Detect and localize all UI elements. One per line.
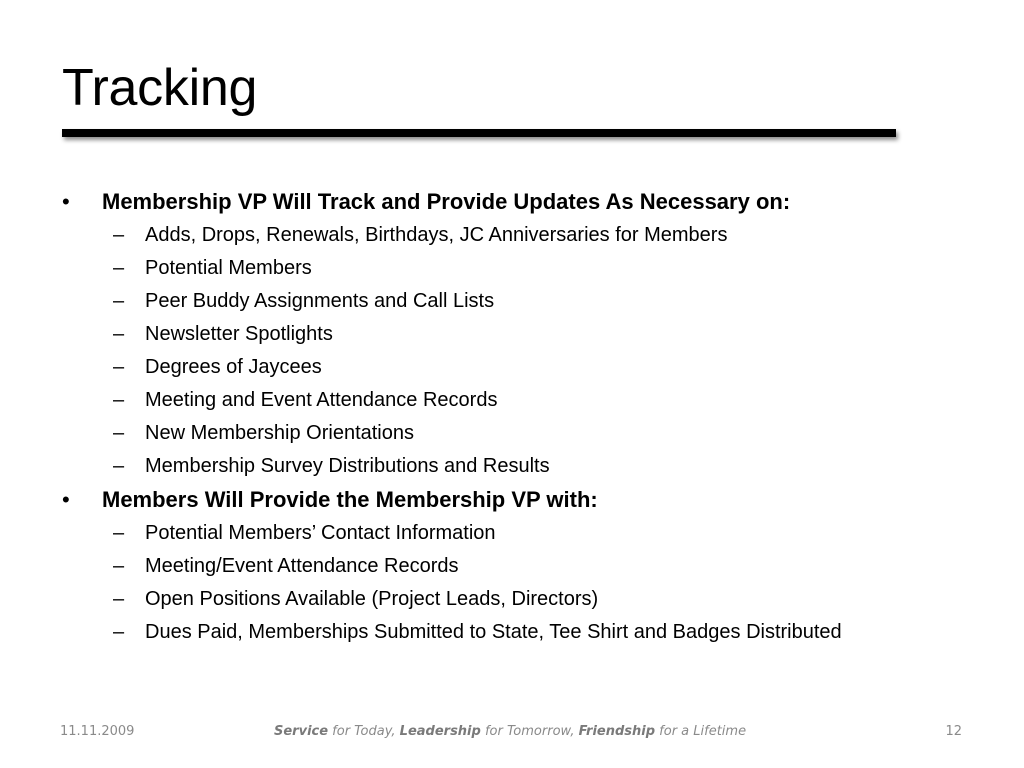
list-item (60, 351, 990, 384)
dash-icon: – (113, 555, 125, 577)
list-item (60, 550, 990, 583)
list-item-text: Meeting/Event Attendance Records (145, 555, 459, 577)
motto-text: for Today, (328, 724, 400, 739)
title-underline (62, 129, 896, 137)
list-item-text: Adds, Drops, Renewals, Birthdays, JC Anniversaries for Members (145, 224, 728, 246)
dash-icon: – (113, 522, 125, 544)
list-item-text: New Membership Orientations (145, 422, 414, 444)
list-item (60, 583, 990, 616)
bullet-heading (60, 185, 990, 219)
motto-text: for Tomorrow, (480, 724, 579, 739)
slide-title: Tracking (62, 59, 258, 117)
list-item-text: Dues Paid, Memberships Submitted to State, Tee Shirt and Badges Distributed (145, 621, 842, 643)
list-item-text: Meeting and Event Attendance Records (145, 389, 498, 411)
list-item-text: Newsletter Spotlights (145, 323, 333, 345)
bullet-icon: • (62, 487, 70, 512)
bullet-section (60, 185, 990, 483)
page-number: 12 (945, 724, 962, 739)
footer-date: 11.11.2009 (60, 724, 135, 739)
motto-word-leadership: Leadership (399, 724, 481, 739)
bullet-section (60, 483, 990, 649)
motto-word-service: Service (274, 724, 329, 739)
list-item (60, 285, 990, 318)
dash-icon: – (113, 323, 125, 345)
dash-icon: – (113, 588, 125, 610)
motto-word-friendship: Friendship (578, 724, 656, 739)
sub-list (60, 517, 990, 649)
motto-text: for a Lifetime (655, 724, 747, 739)
list-item-text: Potential Members (145, 257, 312, 279)
list-item-text: Peer Buddy Assignments and Call Lists (145, 290, 495, 312)
footer-motto (274, 724, 746, 739)
slide-body (60, 185, 990, 649)
list-item (60, 384, 990, 417)
dash-icon: – (113, 356, 125, 378)
dash-icon: – (113, 422, 125, 444)
bullet-heading-text: Members Will Provide the Membership VP with: (102, 487, 598, 512)
dash-icon: – (113, 621, 125, 643)
bullet-heading-text: Membership VP Will Track and Provide Updates As Necessary on: (102, 189, 791, 214)
dash-icon: – (113, 389, 125, 411)
bullet-heading (60, 483, 990, 517)
list-item (60, 318, 990, 351)
list-item (60, 517, 990, 550)
list-item (60, 252, 990, 285)
dash-icon: – (113, 455, 125, 477)
dash-icon: – (113, 224, 125, 246)
list-item (60, 219, 990, 252)
list-item-text: Open Positions Available (Project Leads, Directors) (145, 588, 599, 610)
list-item-text: Degrees of Jaycees (145, 356, 322, 378)
list-item (60, 417, 990, 450)
dash-icon: – (113, 290, 125, 312)
list-item-text: Membership Survey Distributions and Results (145, 455, 550, 477)
dash-icon: – (113, 257, 125, 279)
list-item-text: Potential Members’ Contact Information (145, 522, 496, 544)
list-item (60, 450, 990, 483)
list-item (60, 616, 990, 649)
sub-list (60, 219, 990, 483)
bullet-icon: • (62, 189, 70, 214)
